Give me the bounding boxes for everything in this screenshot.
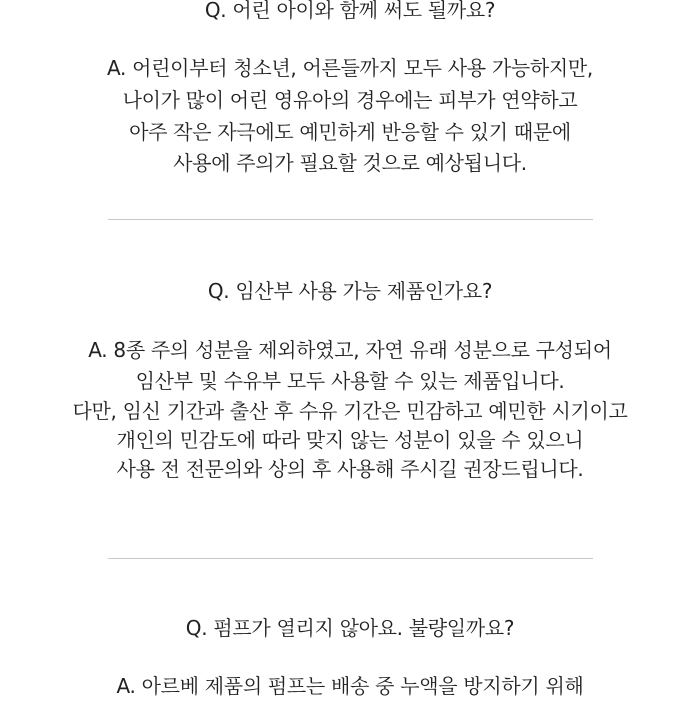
faq-answer-line: 사용에 주의가 필요할 것으로 예상됩니다.	[173, 151, 527, 175]
faq-answer-line: 사용 전 전문의와 상의 후 사용해 주시길 권장드립니다.	[116, 457, 584, 481]
faq-answer-line: A. 8종 주의 성분을 제외하였고, 자연 유래 성분으로 구성되어	[88, 338, 612, 362]
section-divider	[108, 219, 593, 220]
faq-question: Q. 임산부 사용 가능 제품인가요?	[207, 279, 493, 303]
faq-answer-line: A. 아르베 제품의 펌프는 배송 중 누액을 방지하기 위해	[116, 674, 584, 698]
faq-question: Q. 펌프가 열리지 않아요. 불량일까요?	[185, 616, 515, 640]
faq-answer-line: 아주 작은 자극에도 예민하게 반응할 수 있기 때문에	[129, 120, 571, 144]
faq-answer-line: 임산부 및 수유부 모두 사용할 수 있는 제품입니다.	[135, 369, 565, 393]
faq-answer-line: 개인의 민감도에 따라 맞지 않는 성분이 있을 수 있으니	[116, 428, 584, 452]
faq-answer-line: 나이가 많이 어린 영유아의 경우에는 피부가 연약하고	[122, 88, 578, 112]
faq-answer-line: 다만, 임신 기간과 출산 후 수유 기간은 민감하고 예민한 시기이고	[72, 399, 628, 423]
faq-answer-line: A. 어린이부터 청소년, 어른들까지 모두 사용 가능하지만,	[107, 56, 593, 80]
section-divider	[108, 558, 593, 559]
faq-question: Q. 어린 아이와 함께 써도 될까요?	[204, 0, 496, 22]
